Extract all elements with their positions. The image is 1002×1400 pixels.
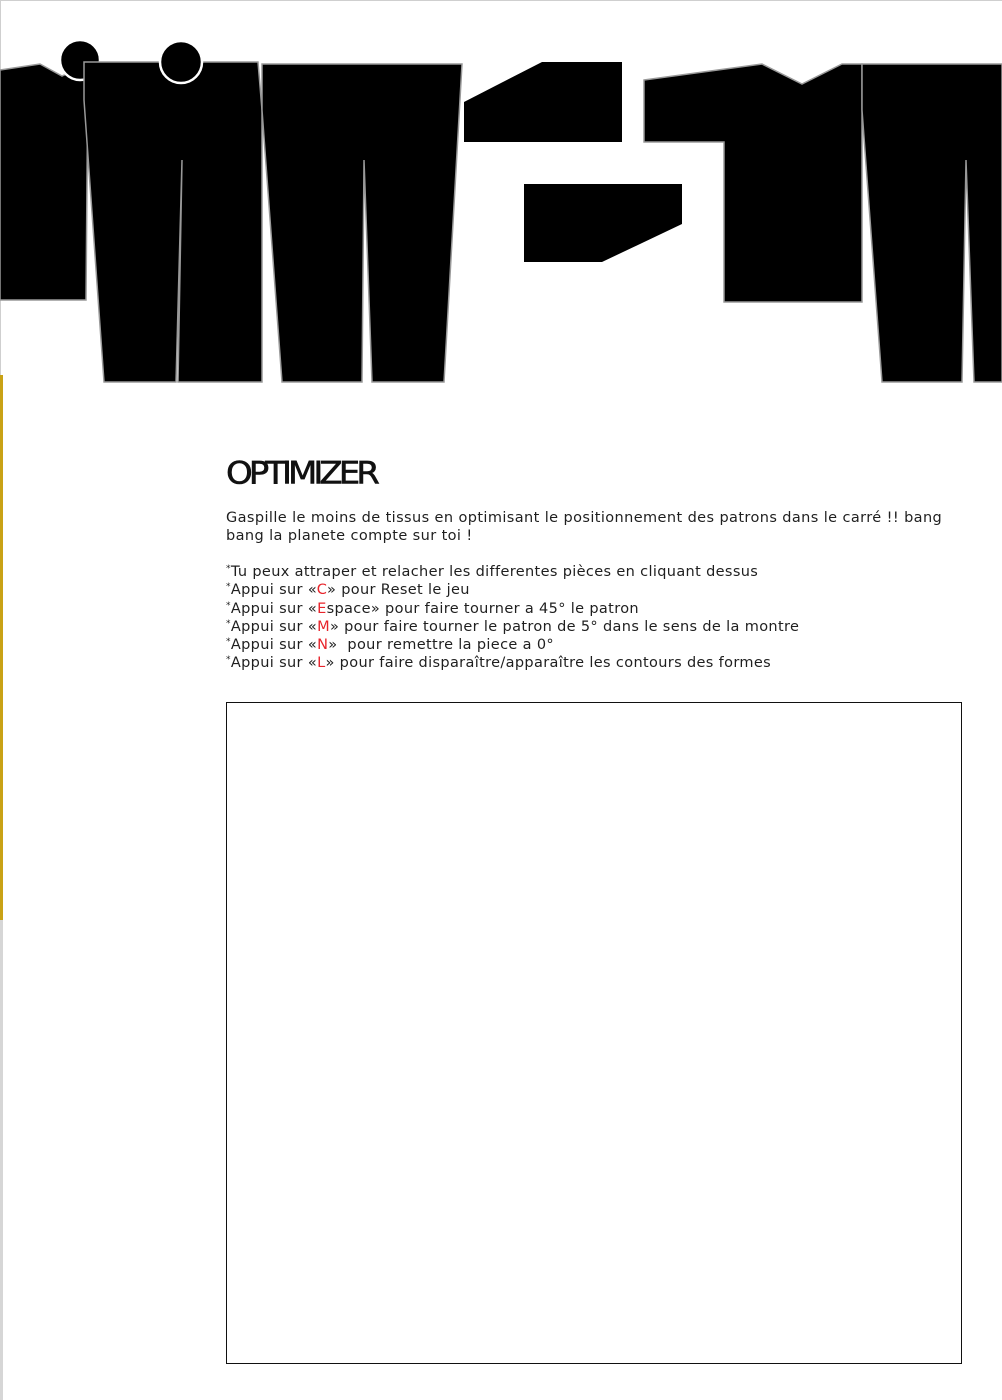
instruction-bullet: * <box>226 582 231 593</box>
pattern-piece-cap-brim[interactable] <box>524 184 682 262</box>
instruction-item: *Appui sur «N» pour remettre la piece a 0° <box>226 637 554 654</box>
pattern-piece-cap-top[interactable] <box>464 62 622 142</box>
instructions-list <box>226 563 976 673</box>
left-edge-stripe-gray <box>0 920 3 1400</box>
instruction-item: *Appui sur «C» pour Reset le jeu <box>226 582 470 599</box>
key-label-n: N <box>317 637 329 654</box>
instruction-item: *Tu peux attraper et relacher les differentes pièces en cliquant dessus <box>226 564 759 580</box>
instruction-item: *Appui sur «Espace» pour faire tourner a 45° le patron <box>226 600 639 617</box>
pattern-piece-trousers-1[interactable] <box>84 41 262 382</box>
instruction-item: *Appui sur «M» pour faire tourner le patron de 5° dans le sens de la montre <box>226 618 800 635</box>
left-edge-stripe <box>0 375 3 920</box>
key-label-c: C <box>316 582 328 599</box>
pattern-piece-trousers-2[interactable] <box>262 64 462 382</box>
game-intro: Gaspille le moins de tissus en optimisant le positionnement des patrons dans le carré !! bang bang la planete compte sur toi ! <box>226 510 943 544</box>
instruction-bullet: * <box>226 637 231 648</box>
instruction-bullet: * <box>226 600 231 611</box>
instruction-bullet: * <box>226 618 231 629</box>
instruction-bullet: * <box>226 564 231 574</box>
game-title: OPTIMIZER <box>226 455 376 492</box>
pattern-piece-shirt-right[interactable] <box>644 64 862 302</box>
pattern-piece-trousers-3[interactable] <box>862 64 1002 382</box>
key-label-m: M <box>317 618 330 635</box>
key-label-e: E <box>317 600 327 617</box>
key-label-l: L <box>317 655 326 672</box>
instruction-item: *Appui sur «L» pour faire disparaître/apparaître les contours des formes <box>226 655 772 672</box>
fabric-square-play-area[interactable] <box>226 702 962 1364</box>
game-description <box>226 455 976 673</box>
instruction-bullet: * <box>226 655 231 666</box>
pattern-pieces-strip <box>0 0 1002 400</box>
